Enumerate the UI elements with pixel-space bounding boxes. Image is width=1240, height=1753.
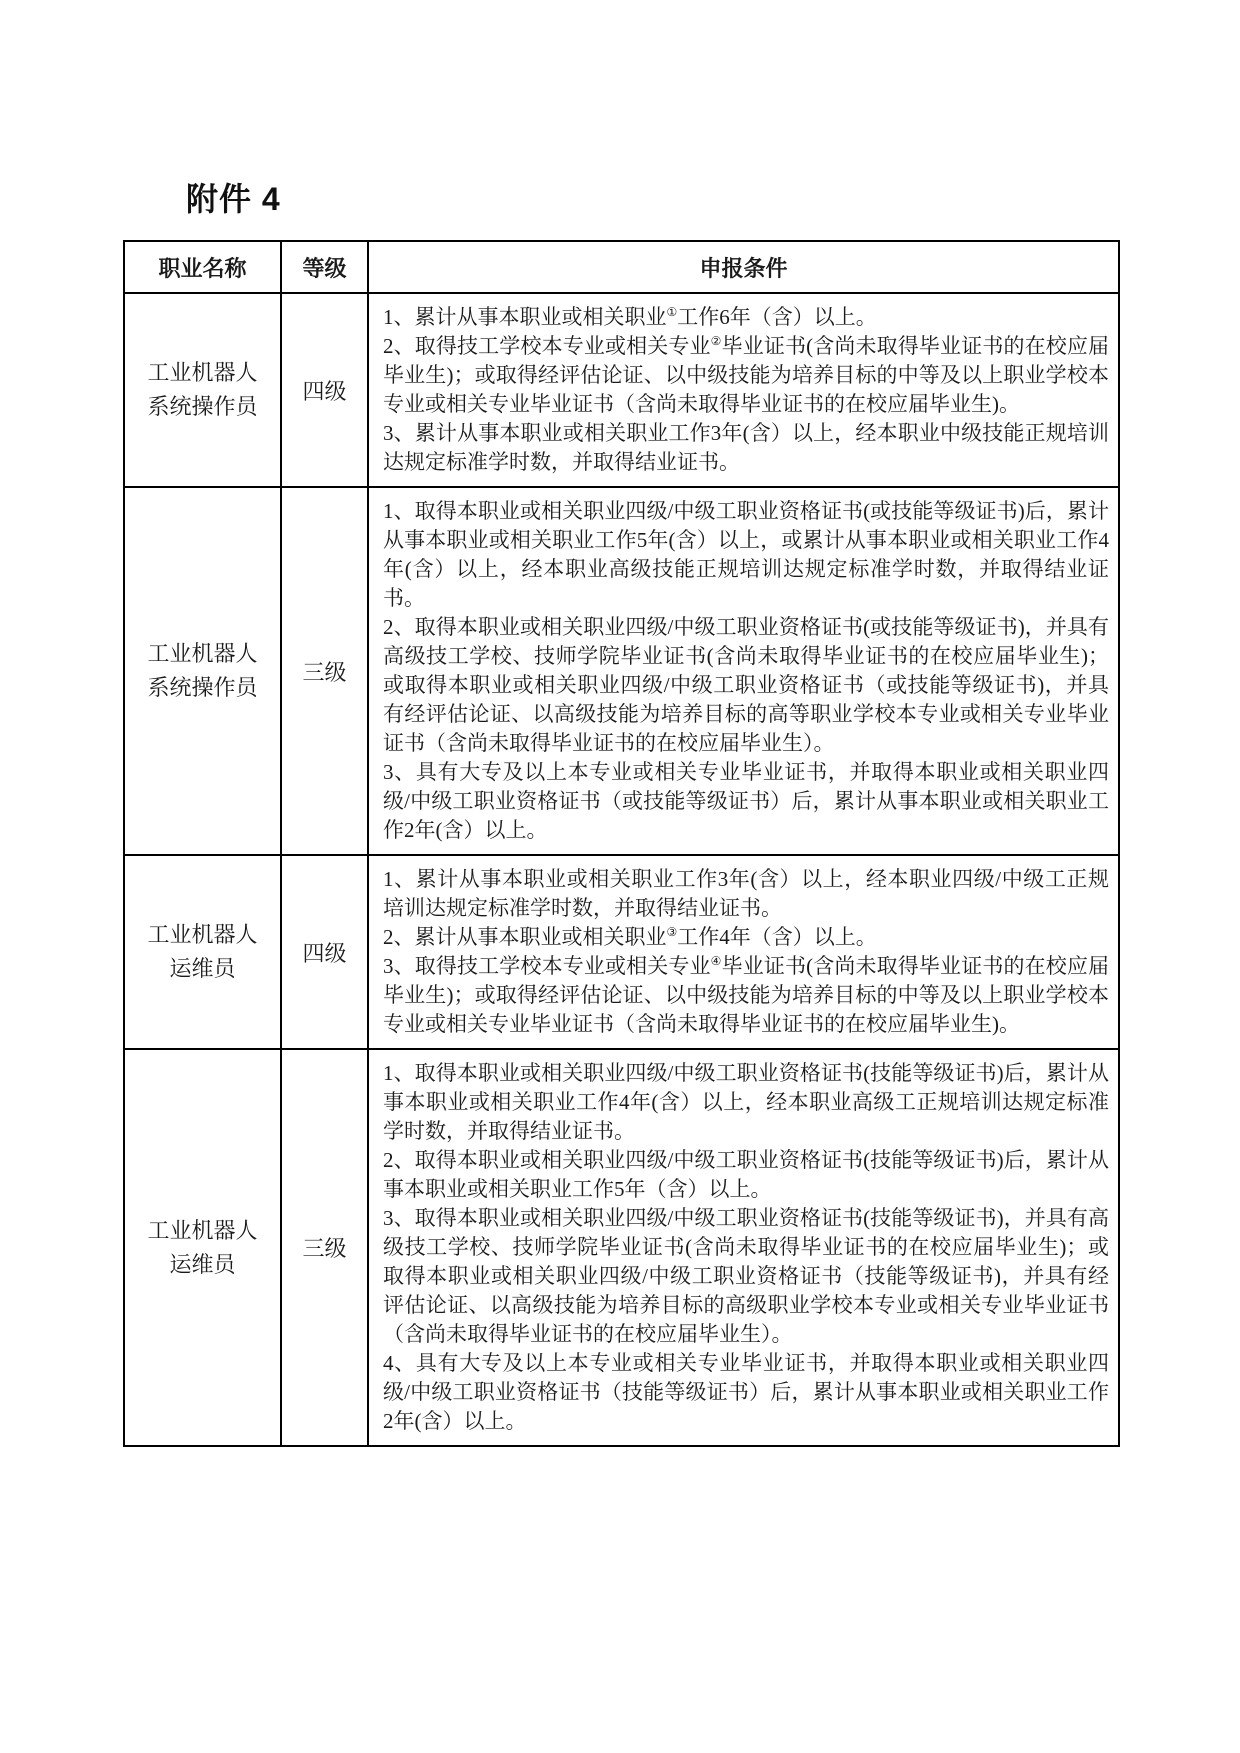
table-row bbox=[124, 1049, 1119, 1446]
condition-item: 1、取得本职业或相关职业四级/中级工职业资格证书(或技能等级证书)后，累计从事本职业或相关职业工作5年(含）以上，或累计从事本职业或相关职业工作4年(含）以上，经本职业高级技能正规培训达规定标准学时数，并取得结业证书。 bbox=[383, 499, 1109, 610]
occupation-name-cell bbox=[124, 1049, 281, 1446]
condition-item: 2、累计从事本职业或相关职业③工作4年（含）以上。 bbox=[383, 925, 877, 949]
condition-item: 3、具有大专及以上本专业或相关专业毕业证书，并取得本职业或相关职业四级/中级工职业资格证书（或技能等级证书）后，累计从事本职业或相关职业工作2年(含）以上。 bbox=[383, 760, 1109, 842]
table-row bbox=[124, 855, 1119, 1049]
occupation-line: 工业机器人 bbox=[147, 922, 258, 947]
conditions-cell bbox=[368, 487, 1119, 855]
condition-item: 3、取得技工学校本专业或相关专业④毕业证书(含尚未取得毕业证书的在校应届毕业生)；或取得经评估论证、以中级技能为培养目标的中等及以上职业学校本专业或相关专业毕业证书（含尚未取得毕业证书的在校应届毕业生)。 bbox=[383, 954, 1110, 1036]
header-conditions: 申报条件 bbox=[368, 241, 1119, 293]
level-cell: 四级 bbox=[281, 293, 368, 487]
conditions-cell bbox=[368, 293, 1119, 487]
header-level: 等级 bbox=[281, 241, 368, 293]
occupation-line: 工业机器人 bbox=[147, 360, 258, 385]
table-row bbox=[124, 487, 1119, 855]
occupation-name-cell bbox=[124, 487, 281, 855]
occupation-name-cell bbox=[124, 855, 281, 1049]
condition-item: 1、累计从事本职业或相关职业工作3年(含）以上，经本职业四级/中级工正规培训达规定标准学时数，并取得结业证书。 bbox=[383, 867, 1109, 920]
occupation-line: 运维员 bbox=[169, 956, 236, 981]
condition-item: 2、取得本职业或相关职业四级/中级工职业资格证书(技能等级证书)后，累计从事本职业或相关职业工作5年（含）以上。 bbox=[383, 1148, 1109, 1201]
level-cell: 四级 bbox=[281, 855, 368, 1049]
condition-item: 3、取得本职业或相关职业四级/中级工职业资格证书(技能等级证书)，并具有高级技工学校、技师学院毕业证书(含尚未取得毕业证书的在校应届毕业生)；或取得本职业或相关职业四级/中级工职业资格证书（技能等级证书)，并具有经评估论证、以高级技能为培养目标的高级职业学校本专业或相关专业毕业证书（含尚未取得毕业证书的在校应届毕业生）。 bbox=[383, 1206, 1109, 1346]
footnote-marker: ④ bbox=[710, 954, 722, 968]
occupation-name-cell bbox=[124, 293, 281, 487]
condition-item: 3、累计从事本职业或相关职业工作3年(含）以上，经本职业中级技能正规培训达规定标准学时数，并取得结业证书。 bbox=[383, 421, 1109, 474]
footnote-marker: ① bbox=[666, 305, 678, 319]
occupation-line: 运维员 bbox=[169, 1251, 236, 1277]
table-row bbox=[124, 293, 1119, 487]
condition-item: 4、具有大专及以上本专业或相关专业毕业证书，并取得本职业或相关职业四级/中级工职业资格证书（技能等级证书）后，累计从事本职业或相关职业工作2年(含）以上。 bbox=[383, 1351, 1109, 1433]
footnote-marker: ③ bbox=[666, 925, 678, 939]
level-cell: 三级 bbox=[281, 487, 368, 855]
conditions-cell bbox=[368, 1049, 1119, 1446]
condition-item: 1、取得本职业或相关职业四级/中级工职业资格证书(技能等级证书)后，累计从事本职业或相关职业工作4年(含）以上，经本职业高级工正规培训达规定标准学时数，并取得结业证书。 bbox=[383, 1061, 1109, 1143]
header-occupation: 职业名称 bbox=[124, 241, 281, 293]
occupation-line: 系统操作员 bbox=[147, 394, 258, 419]
table-body bbox=[124, 293, 1119, 1446]
footnote-marker: ② bbox=[710, 334, 722, 348]
occupation-line: 系统操作员 bbox=[147, 675, 258, 700]
conditions-cell bbox=[368, 855, 1119, 1049]
occupation-line: 工业机器人 bbox=[147, 1217, 258, 1243]
table-header-row bbox=[124, 241, 1119, 293]
occupation-line: 工业机器人 bbox=[147, 641, 258, 666]
condition-item: 1、累计从事本职业或相关职业①工作6年（含）以上。 bbox=[383, 305, 877, 329]
attachment-title: 附件 4 bbox=[186, 181, 281, 217]
conditions-table bbox=[123, 240, 1120, 1447]
condition-item: 2、取得技工学校本专业或相关专业②毕业证书(含尚未取得毕业证书的在校应届毕业生)；或取得经评估论证、以中级技能为培养目标的中等及以上职业学校本专业或相关专业毕业证书（含尚未取得毕业证书的在校应届毕业生)。 bbox=[383, 334, 1110, 416]
condition-item: 2、取得本职业或相关职业四级/中级工职业资格证书(或技能等级证书)，并具有高级技工学校、技师学院毕业证书(含尚未取得毕业证书的在校应届毕业生)；或取得本职业或相关职业四级/中级工职业资格证书（或技能等级证书)，并具有经评估论证、以高级技能为培养目标的高等职业学校本专业或相关专业毕业证书（含尚未取得毕业证书的在校应届毕业生）。 bbox=[383, 615, 1109, 755]
level-cell: 三级 bbox=[281, 1049, 368, 1446]
